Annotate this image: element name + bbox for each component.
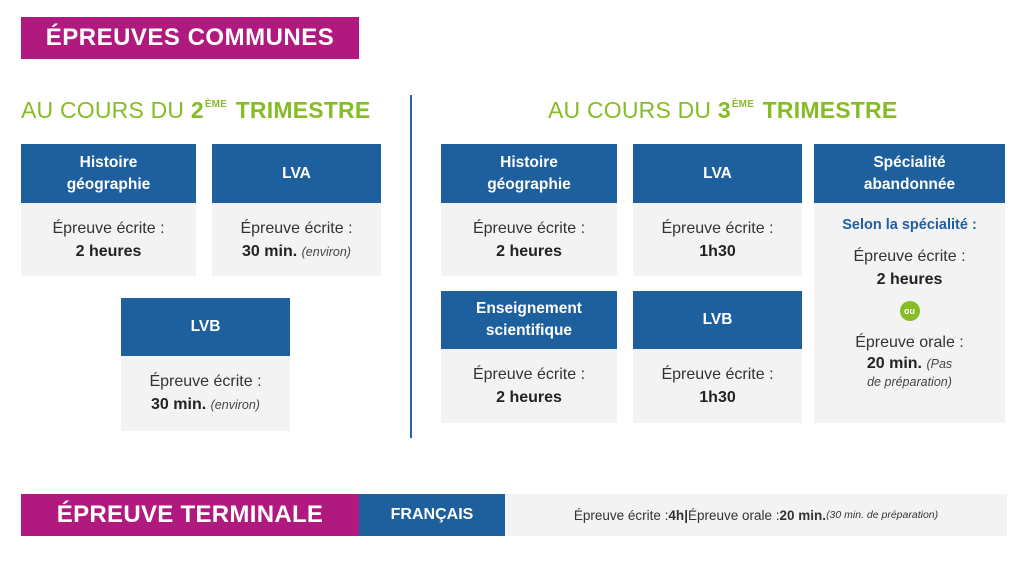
- header-title: ÉPREUVES COMMUNES: [45, 24, 335, 51]
- final-exam-detail: Épreuve écrite : 4h | Épreuve orale : 20 min. (30 min. de préparation): [505, 494, 1007, 536]
- card-head: Spécialité abandonnée: [814, 144, 1005, 203]
- card-body: Épreuve écrite : 30 min. (environ): [149, 373, 262, 413]
- card-head: LVB: [633, 291, 802, 349]
- card-enseignement-scientifique: [441, 291, 617, 423]
- card-lva-t3: [633, 144, 802, 276]
- final-exam-label: ÉPREUVE TERMINALE: [21, 494, 359, 536]
- card-body: Épreuve écrite : 1h30: [661, 366, 774, 406]
- specialty-intro: Selon la spécialité :: [842, 217, 977, 233]
- card-histoire-geo-t2: [21, 144, 196, 276]
- card-lva-t2: [212, 144, 381, 276]
- card-head: Histoire géographie: [21, 144, 196, 203]
- card-body: Épreuve écrite : 1h30: [661, 220, 774, 260]
- final-exam-subject: FRANÇAIS: [359, 494, 505, 536]
- left-section-title: AU COURS DU 2ÈME TRIMESTRE: [21, 97, 371, 123]
- card-lvb-t3: [633, 291, 802, 423]
- card-head: LVA: [633, 144, 802, 203]
- card-head: LVB: [121, 298, 290, 356]
- header-banner: [21, 17, 359, 59]
- or-badge: ou: [900, 301, 920, 321]
- card-body: Épreuve écrite : 2 heures: [52, 220, 165, 260]
- card-head: Enseignement scientifique: [441, 291, 617, 349]
- card-histoire-geo-t3: [441, 144, 617, 276]
- final-exam-bar: [21, 494, 1007, 536]
- card-body: Épreuve écrite : 2 heures: [472, 220, 586, 260]
- card-body: Épreuve écrite : 30 min. (environ): [240, 220, 353, 260]
- right-section-title: AU COURS DU 3ÈME TRIMESTRE: [548, 97, 898, 123]
- card-body: Selon la spécialité : Épreuve écrite : 2 heures ou Épreuve orale : 20 min. (Pas de préparation): [814, 203, 1005, 390]
- section-divider: [410, 95, 412, 438]
- card-body: Épreuve écrite : 2 heures: [472, 366, 586, 406]
- card-head: LVA: [212, 144, 381, 203]
- card-lvb-t2: [121, 298, 290, 431]
- card-head: Histoire géographie: [441, 144, 617, 203]
- card-specialite-abandonnee: [814, 144, 1005, 423]
